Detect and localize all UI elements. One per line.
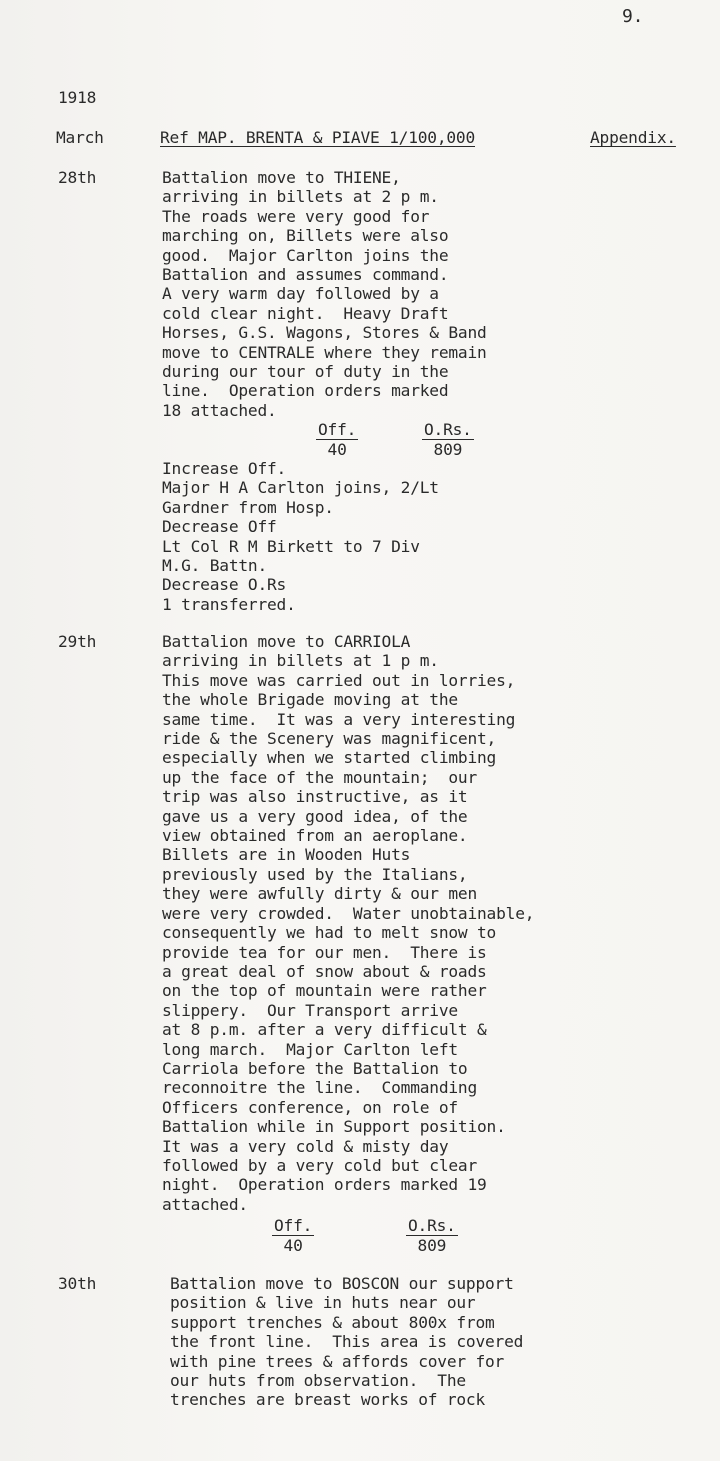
text-line: at 8 p.m. after a very difficult & bbox=[162, 1020, 487, 1040]
text-line: our huts from observation. The bbox=[170, 1371, 466, 1391]
text-line: marching on, Billets were also bbox=[162, 226, 449, 246]
text-line: on the top of mountain were rather bbox=[162, 981, 487, 1001]
text-line: good. Major Carlton joins the bbox=[162, 245, 449, 265]
text-line: 18 attached. bbox=[162, 400, 277, 420]
other-ranks-value: 809 bbox=[433, 440, 463, 459]
text-line: Increase Off. bbox=[162, 459, 287, 478]
text-line: Carriola before the Battalion to bbox=[162, 1058, 468, 1078]
text-line: ride & the Scenery was magnificent, bbox=[162, 729, 497, 749]
text-line: the whole Brigade moving at the bbox=[162, 690, 458, 710]
text-line: attached. bbox=[162, 1194, 248, 1214]
entry-date-29th: 29th bbox=[58, 632, 97, 651]
entry-date-30th: 30th bbox=[58, 1274, 97, 1293]
text-line: cold clear night. Heavy Draft bbox=[162, 303, 449, 323]
text-line: a great deal of snow about & roads bbox=[162, 961, 487, 981]
officers-value: 40 bbox=[327, 440, 347, 459]
text-line: the front line. This area is covered bbox=[170, 1332, 524, 1352]
appendix-heading: Appendix. bbox=[590, 128, 676, 147]
text-line: Gardner from Hosp. bbox=[162, 497, 334, 517]
entry-text-30th bbox=[170, 1274, 523, 1410]
text-line: were very crowded. Water unobtainable, bbox=[162, 903, 535, 923]
text-line: Horses, G.S. Wagons, Stores & Band bbox=[162, 323, 487, 343]
text-line: provide tea for our men. There is bbox=[162, 942, 487, 962]
officers-strength-28th bbox=[316, 420, 358, 459]
text-line: Decrease O.Rs bbox=[162, 575, 287, 595]
text-line: especially when we started climbing bbox=[162, 748, 497, 768]
text-line: slippery. Our Transport arrive bbox=[162, 1000, 458, 1020]
page-number: 9. bbox=[622, 6, 644, 27]
text-line: move to CENTRALE where they remain bbox=[162, 342, 487, 362]
text-line: followed by a very cold but clear bbox=[162, 1155, 478, 1175]
text-line: support trenches & about 800x from bbox=[170, 1312, 495, 1332]
text-line: Battalion and assumes command. bbox=[162, 265, 449, 285]
other-ranks-strength-29th bbox=[406, 1216, 458, 1255]
text-line: It was a very cold & misty day bbox=[162, 1136, 449, 1156]
text-line: A very warm day followed by a bbox=[162, 284, 439, 304]
text-line: during our tour of duty in the bbox=[162, 362, 449, 382]
text-line: gave us a very good idea, of the bbox=[162, 806, 468, 826]
text-line: previously used by the Italians, bbox=[162, 864, 468, 884]
text-line: M.G. Battn. bbox=[162, 556, 268, 576]
text-line: 1 transferred. bbox=[162, 594, 296, 614]
text-line: long march. Major Carlton left bbox=[162, 1039, 458, 1059]
text-line: trip was also instructive, as it bbox=[162, 787, 468, 807]
text-line: The roads were very good for bbox=[162, 206, 430, 226]
officers-value: 40 bbox=[283, 1236, 303, 1255]
text-line: arriving in billets at 2 p m. bbox=[162, 187, 439, 207]
other-ranks-strength-28th bbox=[422, 420, 474, 459]
other-ranks-value: 809 bbox=[417, 1236, 447, 1255]
text-line: consequently we had to melt snow to bbox=[162, 923, 497, 943]
text-line: night. Operation orders marked 19 bbox=[162, 1175, 487, 1195]
ref-map-heading: Ref MAP. BRENTA & PIAVE 1/100,000 bbox=[160, 128, 476, 147]
entry-date-28th: 28th bbox=[58, 168, 97, 187]
text-line: reconnoitre the line. Commanding bbox=[162, 1078, 478, 1098]
text-line: same time. It was a very interesting bbox=[162, 709, 516, 729]
officers-label: Off. bbox=[274, 1216, 313, 1235]
other-ranks-label: O.Rs. bbox=[408, 1216, 456, 1235]
text-line: trenches are breast works of rock bbox=[170, 1390, 486, 1410]
entry-text-29th bbox=[162, 632, 534, 1214]
text-line: Battalion while in Support position. bbox=[162, 1117, 506, 1137]
strength-changes-28th bbox=[162, 459, 439, 614]
text-line: view obtained from an aeroplane. bbox=[162, 826, 468, 846]
officers-label: Off. bbox=[318, 420, 357, 439]
entry-text-28th bbox=[162, 168, 487, 420]
text-line: Decrease Off bbox=[162, 517, 277, 537]
officers-strength-29th bbox=[272, 1216, 314, 1255]
text-line: position & live in huts near our bbox=[170, 1293, 476, 1313]
text-line: line. Operation orders marked bbox=[162, 381, 449, 401]
year-heading: 1918 bbox=[58, 88, 97, 107]
text-line: Billets are in Wooden Huts bbox=[162, 845, 411, 865]
other-ranks-label: O.Rs. bbox=[424, 420, 472, 439]
text-line: arriving in billets at 1 p m. bbox=[162, 651, 439, 671]
text-line: they were awfully dirty & our men bbox=[162, 884, 478, 904]
month-heading: March bbox=[56, 128, 104, 147]
text-line: This move was carried out in lorries, bbox=[162, 670, 516, 690]
text-line: Battalion move to THIENE, bbox=[162, 168, 401, 187]
text-line: Battalion move to BOSCON our support bbox=[170, 1274, 514, 1293]
text-line: Major H A Carlton joins, 2/Lt bbox=[162, 478, 439, 498]
text-line: Battalion move to CARRIOLA bbox=[162, 632, 411, 651]
text-line: Lt Col R M Birkett to 7 Div bbox=[162, 536, 420, 556]
text-line: with pine trees & affords cover for bbox=[170, 1351, 505, 1371]
text-line: up the face of the mountain; our bbox=[162, 767, 478, 787]
text-line: Officers conference, on role of bbox=[162, 1097, 458, 1117]
